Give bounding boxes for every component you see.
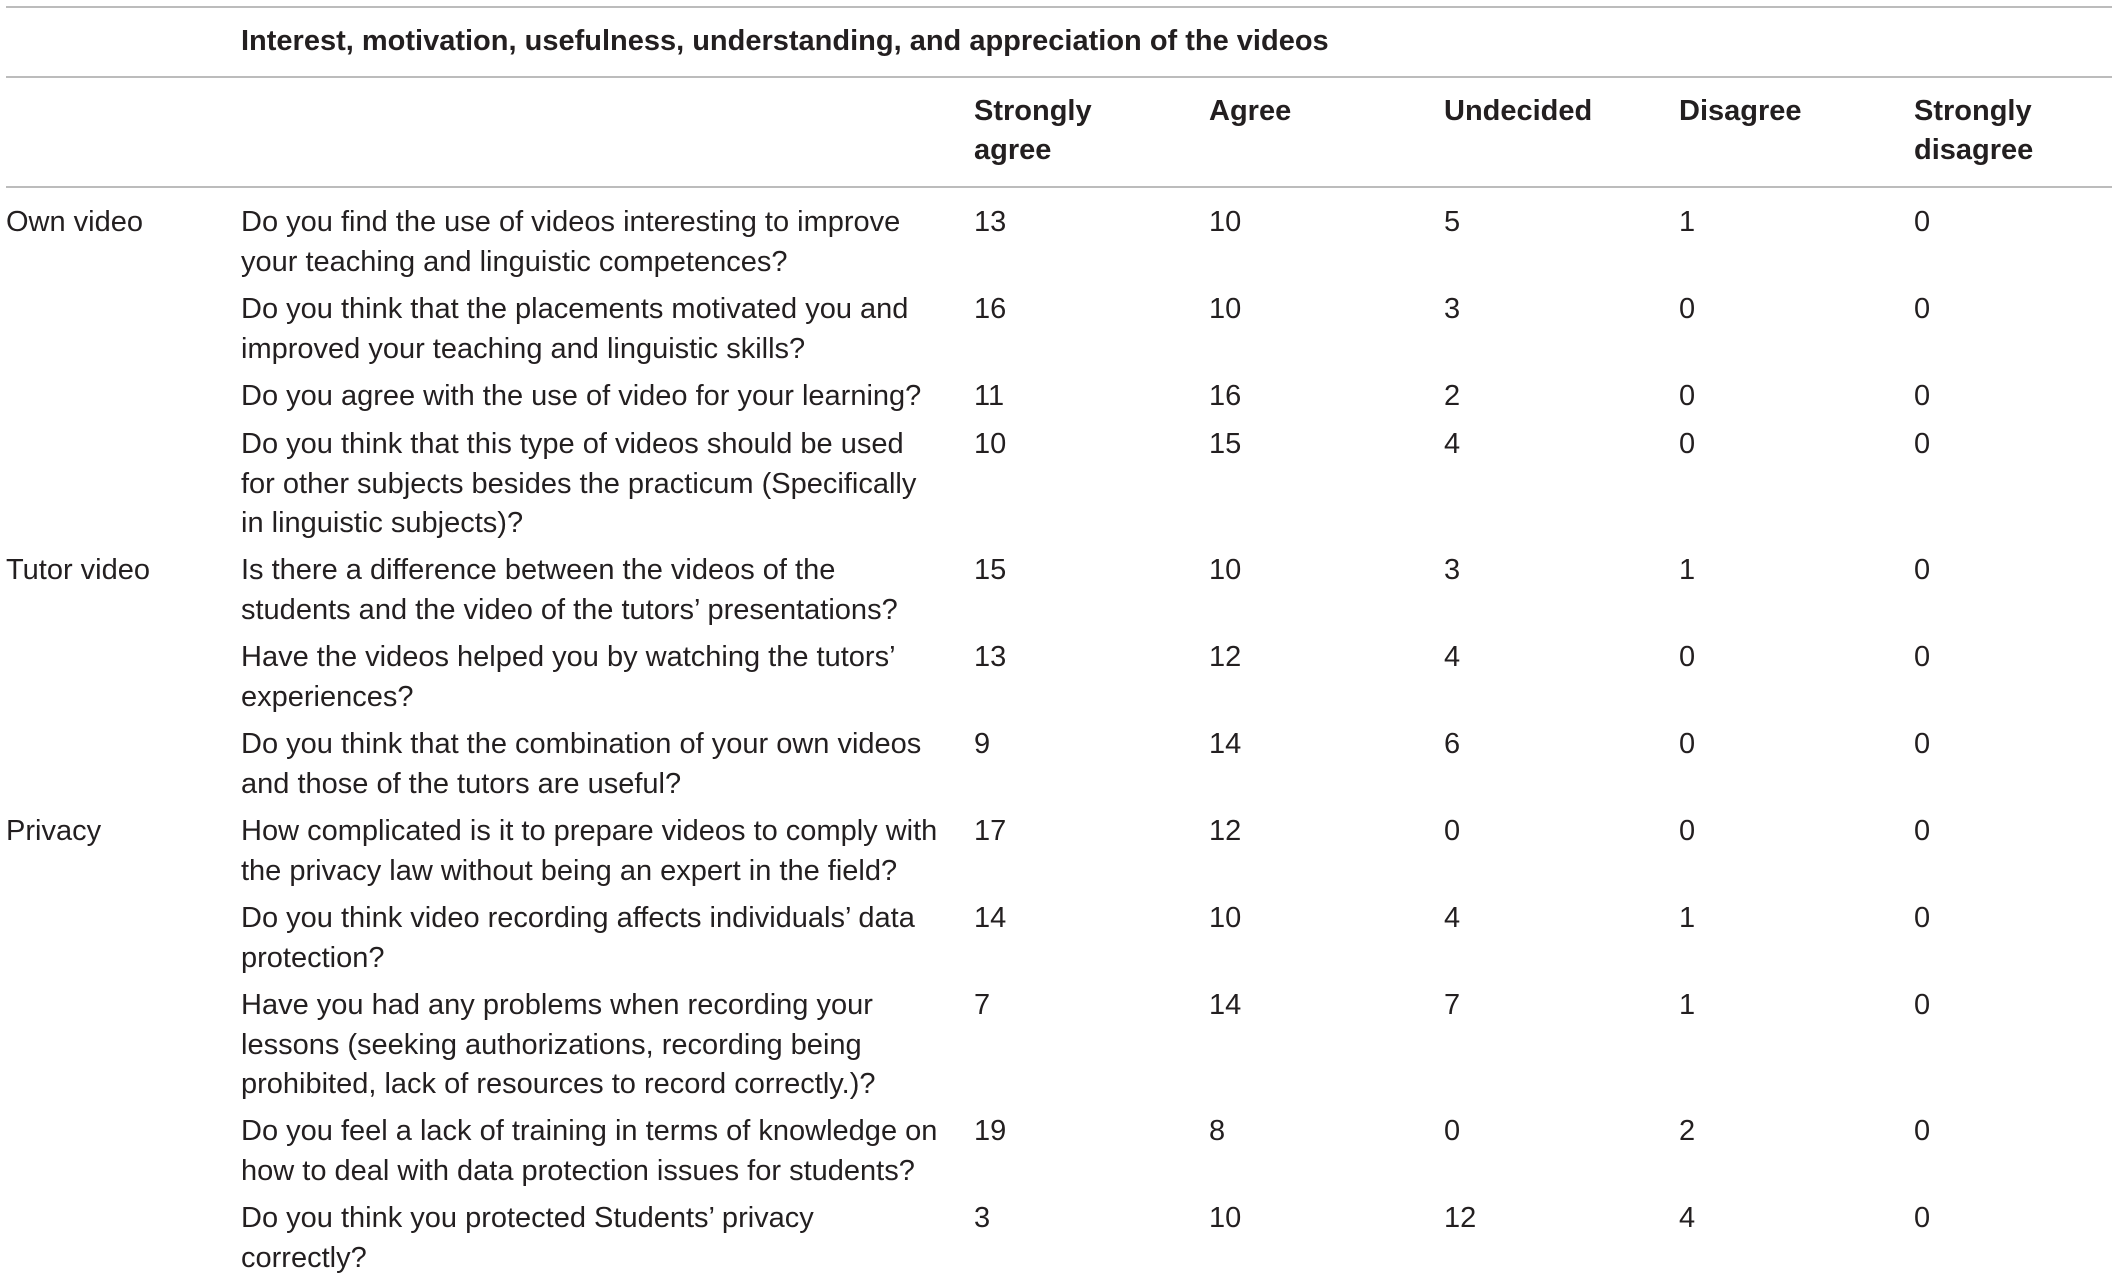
disagree-count: 1 [1679, 989, 1696, 1021]
agree-count: 15 [1209, 428, 1242, 460]
agree-count: 10 [1209, 1202, 1242, 1234]
question-cell: Do you agree with the use of video for your learning? [241, 380, 922, 412]
disagree-count: 2 [1679, 1115, 1696, 1147]
question-cell: Is there a difference between the videos of the students and the video of the tutors’ presentations? [241, 554, 898, 626]
strongly-disagree-count: 0 [1914, 728, 1931, 760]
strongly-disagree-count: 0 [1914, 1202, 1931, 1234]
agree-count: 10 [1209, 902, 1242, 934]
agree-count: 10 [1209, 293, 1242, 325]
category-cell: Tutor video [6, 554, 150, 586]
disagree-count: 0 [1679, 728, 1696, 760]
strongly-disagree-count: 0 [1914, 902, 1931, 934]
question-cell: Have you had any problems when recording your lessons (seeking authorizations, recording being prohibited, lack of resources to record correctly.)? [241, 989, 876, 1100]
strongly-agree-count: 11 [974, 380, 1005, 412]
undecided-count: 4 [1444, 902, 1461, 934]
undecided-count: 0 [1444, 1115, 1461, 1147]
disagree-count: 1 [1679, 902, 1696, 934]
strongly-agree-count: 7 [974, 989, 991, 1021]
strongly-disagree-count: 0 [1914, 380, 1931, 412]
agree-count: 12 [1209, 641, 1242, 673]
table-caption: Interest, motivation, usefulness, understanding, and appreciation of the videos [241, 25, 1329, 57]
undecided-count: 6 [1444, 728, 1461, 760]
question-cell: Do you think that the combination of your own videos and those of the tutors are useful? [241, 728, 922, 800]
column-header-strongly-agree: Strongly agree [974, 95, 1092, 166]
strongly-disagree-count: 0 [1914, 641, 1931, 673]
strongly-disagree-count: 0 [1914, 554, 1931, 586]
disagree-count: 1 [1679, 554, 1696, 586]
strongly-agree-count: 15 [974, 554, 1007, 586]
disagree-count: 1 [1679, 206, 1696, 238]
undecided-count: 3 [1444, 293, 1461, 325]
question-cell: Do you think you protected Students’ privacy correctly? [241, 1202, 814, 1274]
column-header-undecided: Undecided [1444, 95, 1593, 127]
question-cell: Do you think that this type of videos should be used for other subjects besides the practicum (Specifically in linguistic subjects)? [241, 428, 917, 539]
question-cell: Do you feel a lack of training in terms of knowledge on how to deal with data protection issues for students? [241, 1115, 938, 1187]
disagree-count: 0 [1679, 380, 1696, 412]
question-cell: Have the videos helped you by watching the tutors’ experiences? [241, 641, 895, 713]
undecided-count: 7 [1444, 989, 1461, 1021]
column-header-agree: Agree [1209, 95, 1292, 127]
agree-count: 14 [1209, 728, 1242, 760]
undecided-count: 5 [1444, 206, 1461, 238]
undecided-count: 4 [1444, 428, 1461, 460]
undecided-count: 3 [1444, 554, 1461, 586]
strongly-disagree-count: 0 [1914, 206, 1931, 238]
question-cell: Do you find the use of videos interesting to improve your teaching and linguistic competences? [241, 206, 901, 278]
header-rule [6, 186, 2112, 188]
strongly-agree-count: 19 [974, 1115, 1007, 1147]
strongly-agree-count: 3 [974, 1202, 991, 1234]
category-cell: Own video [6, 206, 144, 238]
question-cell: Do you think video recording affects individuals’ data protection? [241, 902, 915, 974]
disagree-count: 0 [1679, 428, 1696, 460]
strongly-disagree-count: 0 [1914, 293, 1931, 325]
strongly-disagree-count: 0 [1914, 428, 1931, 460]
undecided-count: 0 [1444, 815, 1461, 847]
strongly-agree-count: 14 [974, 902, 1007, 934]
strongly-disagree-count: 0 [1914, 815, 1931, 847]
caption-rule [6, 76, 2112, 78]
strongly-disagree-count: 0 [1914, 989, 1931, 1021]
strongly-agree-count: 16 [974, 293, 1007, 325]
undecided-count: 12 [1444, 1202, 1477, 1234]
agree-count: 12 [1209, 815, 1242, 847]
strongly-agree-count: 10 [974, 428, 1007, 460]
column-header-strongly-disagree: Strongly disagree [1914, 95, 2034, 166]
question-cell: How complicated is it to prepare videos to comply with the privacy law without being an expert in the field? [241, 815, 938, 887]
agree-count: 14 [1209, 989, 1242, 1021]
disagree-count: 0 [1679, 815, 1696, 847]
undecided-count: 2 [1444, 380, 1461, 412]
strongly-agree-count: 13 [974, 206, 1007, 238]
strongly-agree-count: 9 [974, 728, 991, 760]
agree-count: 10 [1209, 554, 1242, 586]
category-cell: Privacy [6, 815, 102, 847]
undecided-count: 4 [1444, 641, 1461, 673]
strongly-agree-count: 17 [974, 815, 1007, 847]
top-rule [6, 6, 2112, 8]
column-header-disagree: Disagree [1679, 95, 1802, 127]
agree-count: 8 [1209, 1115, 1226, 1147]
disagree-count: 0 [1679, 293, 1696, 325]
agree-count: 16 [1209, 380, 1242, 412]
disagree-count: 0 [1679, 641, 1696, 673]
strongly-agree-count: 13 [974, 641, 1007, 673]
strongly-disagree-count: 0 [1914, 1115, 1931, 1147]
disagree-count: 4 [1679, 1202, 1696, 1234]
agree-count: 10 [1209, 206, 1242, 238]
question-cell: Do you think that the placements motivated you and improved your teaching and linguistic skills? [241, 293, 909, 365]
